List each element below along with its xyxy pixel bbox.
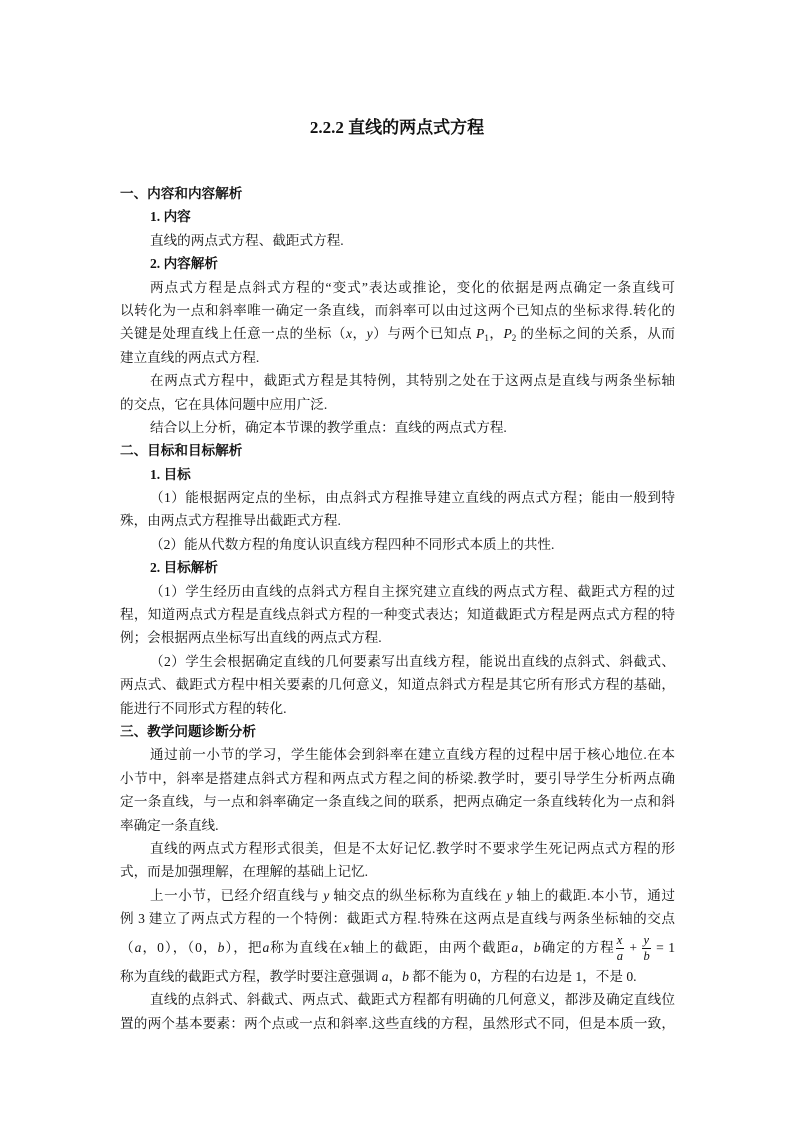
text-line (120, 697, 675, 720)
text-run: （ (120, 939, 135, 955)
text-run: 以转化为一点和斜率唯一确定一条直线，而斜率可以由过这两个已知点的坐标求得.转化的 (120, 302, 675, 318)
text-line (120, 837, 675, 860)
fraction (616, 934, 624, 963)
paragraph (120, 486, 675, 533)
text-line (120, 416, 675, 439)
text-run: 直线的点斜式、斜截式、两点式、截距式方程都有明确的几何意义，都涉及确定直线位 (150, 992, 675, 1008)
text-run: 例；会根据两点坐标写出直线的两点式方程. (120, 630, 382, 646)
paragraph (120, 988, 675, 1035)
text-run: ， (488, 326, 504, 342)
text-line (120, 884, 675, 907)
text-run: = 1 (651, 939, 676, 955)
text-run: （1）能根据两定点的坐标，由点斜式方程推导建立直线的两点式方程；能由一般到特 (150, 490, 675, 506)
text-line (120, 229, 675, 252)
paragraph (120, 416, 675, 439)
math-variable: P (503, 326, 512, 342)
text-line (120, 988, 675, 1011)
text-run: 两点式、截距式方程中相关要素的几何意义，知道点斜式方程是其它所有形式方程的基础， (120, 677, 675, 693)
text-run: 关键是处理直线上任意一点的坐标（ (120, 326, 346, 342)
text-run: 轴上的截距.本小节，通过 (512, 887, 676, 903)
text-line (120, 393, 675, 416)
text-line (120, 580, 675, 603)
text-run: 置的两个基本要素：两个点或一点和斜率.这些直线的方程，虽然形式不同，但是本质一致， (120, 1015, 675, 1031)
text-line (120, 907, 675, 930)
text-run: 确定的方程 (540, 939, 615, 955)
subscript: 1 (484, 333, 489, 344)
text-run: （2）能从代数方程的角度认识直线方程四种不同形式本质上的共性. (150, 536, 555, 552)
math-variable: x (343, 939, 350, 955)
text-line (120, 369, 675, 392)
text-run: 的交点，它在具体问题中应用广泛. (120, 396, 328, 412)
text-run: 两点式方程是点斜式方程的“变式”表达或推论，变化的依据是两点确定一条直线可 (150, 279, 675, 295)
math-variable: y (366, 326, 373, 342)
text-run: 殊，由两点式方程推导出截距式方程. (120, 513, 341, 529)
text-line (120, 509, 675, 532)
text-run: （1）学生经历由直线的点斜式方程自主探究建立直线的两点式方程、截距式方程的过 (150, 583, 675, 599)
paragraph (120, 837, 675, 884)
fraction-numerator: y (643, 932, 650, 947)
text-run: 定一条直线，与一点和斜率确定一条直线之间的联系，把两点确定一条直线转化为一点和斜 (120, 794, 675, 810)
text-run: 直线的两点式方程形式很美，但是不太好记忆.教学时不要求学生死记两点式方程的形 (150, 840, 675, 856)
text-line (120, 322, 675, 345)
text-line (120, 790, 675, 813)
fraction-denominator: a (616, 948, 623, 963)
text-line (120, 814, 675, 837)
text-run: 在两点式方程中，截距式方程是其特例，其特别之处在于这两点是直线与两条坐标轴 (150, 373, 675, 389)
section (120, 182, 675, 439)
math-variable: y (506, 887, 513, 903)
subsection-heading: 1. 目标 (150, 466, 191, 482)
section (120, 720, 675, 1035)
text-run: 能进行不同形式方程的转化. (120, 700, 287, 716)
text-line (120, 743, 675, 766)
text-line (120, 1012, 675, 1035)
text-line (120, 673, 675, 696)
section-heading: 三、教学问题诊断分析 (120, 723, 256, 739)
text-run: 的坐标之间的关系，从而 (516, 326, 676, 342)
text-run: ， (518, 939, 534, 955)
text-line (120, 346, 675, 369)
math-variable: a (262, 939, 270, 955)
section (120, 439, 675, 720)
fraction (642, 934, 650, 963)
fraction-denominator: b (643, 948, 650, 963)
fraction-numerator: x (616, 932, 623, 947)
text-run: 称为直线在 (269, 939, 344, 955)
text-line (120, 603, 675, 626)
text-line (120, 626, 675, 649)
text-line (120, 533, 675, 556)
text-line (120, 965, 675, 988)
paragraph (120, 884, 675, 989)
text-run: ，0），（0， (141, 939, 218, 955)
paragraph (120, 369, 675, 416)
text-line (120, 931, 675, 965)
math-variable: x (345, 326, 352, 342)
subscript: 2 (511, 333, 517, 344)
paragraph (120, 580, 675, 650)
subsection-heading: 2. 目标解析 (150, 560, 218, 576)
math-variable: a (381, 968, 389, 984)
math-variable: b (402, 968, 409, 984)
text-run: 率确定一条直线. (120, 817, 219, 833)
text-run: 都不能为 0，方程的右边是 1，不是 0. (408, 968, 637, 984)
text-run: 轴上的截距，由两个截距 (349, 939, 512, 955)
math-variable: P (476, 326, 485, 342)
text-run: ， (351, 326, 367, 342)
paragraph (120, 229, 675, 252)
math-variable: a (134, 939, 142, 955)
math-variable: b (533, 939, 541, 955)
text-run: 轴交点的纵坐标称为直线在 (329, 887, 507, 903)
text-line (120, 860, 675, 883)
text-run: + (624, 939, 642, 955)
text-run: （2）学生会根据确定直线的几何要素写出直线方程，能说出直线的点斜式、斜截式、 (150, 653, 675, 669)
text-run: 建立直线的两点式方程. (120, 349, 260, 365)
paragraph (120, 650, 675, 720)
text-run: 式，而是加强理解，在理解的基础上记忆. (120, 864, 369, 880)
math-variable: a (511, 939, 519, 955)
text-run: ， (388, 968, 403, 984)
text-line (120, 276, 675, 299)
text-run: 结合以上分析，确定本节课的教学重点：直线的两点式方程. (150, 419, 507, 435)
section-heading: 一、内容和内容解析 (120, 186, 243, 201)
document-title: 2.2.2 直线的两点式方程 (309, 118, 485, 137)
math-variable: y (323, 887, 330, 903)
subsection-heading: 1. 内容 (150, 209, 191, 225)
text-run: 通过前一小节的学习，学生能体会到斜率在建立直线方程的过程中居于核心地位.在本 (150, 747, 675, 763)
text-line (120, 299, 675, 322)
text-run: 例 3 建立了两点式方程的一个特例：截距式方程.特殊在这两点是直线与两条坐标轴的交点 (120, 911, 675, 927)
math-variable: b (217, 939, 225, 955)
text-run: 直线的两点式方程、截距式方程. (150, 232, 344, 248)
text-line (120, 650, 675, 673)
text-run: ），把 (224, 939, 263, 955)
text-run: 小节中，斜率是搭建点斜式方程和两点式方程之间的桥梁.教学时，要引导学生分析两点确 (120, 770, 675, 786)
document-body (120, 182, 675, 1035)
subsection-heading: 2. 内容解析 (150, 256, 218, 272)
text-run: ）与两个已知点 (372, 326, 476, 342)
text-run: 上一小节，已经介绍直线与 (150, 887, 324, 903)
text-line (120, 486, 675, 509)
text-line (120, 767, 675, 790)
section-heading: 二、目标和目标解析 (120, 443, 243, 459)
paragraph (120, 533, 675, 556)
text-run: 程，知道两点式方程是直线点斜式方程的一种变式表达；知道截距式方程是两点式方程的特 (120, 607, 675, 623)
paragraph (120, 743, 675, 837)
text-run: 称为直线的截距式方程，教学时要注意强调 (120, 968, 382, 984)
paragraph (120, 276, 675, 370)
